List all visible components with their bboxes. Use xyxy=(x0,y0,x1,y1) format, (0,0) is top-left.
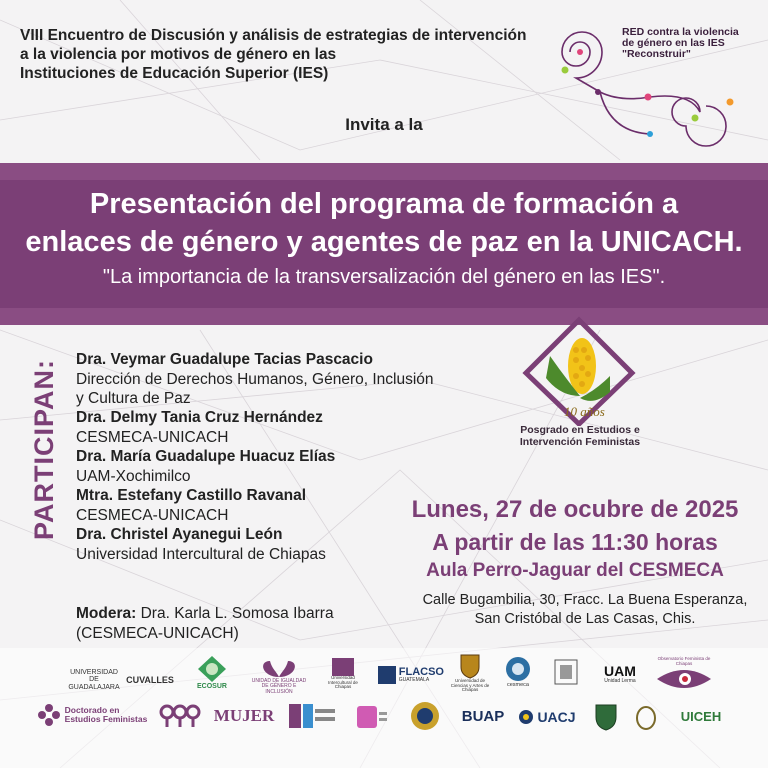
cuvalles-text: CUVALLES xyxy=(126,675,174,686)
red-logo-line-2: de género en las IES xyxy=(622,37,725,49)
uacj-logo xyxy=(516,706,578,728)
unicach-shield-icon xyxy=(459,653,481,679)
header-line-3: Instituciones de Educación Superior (IES) xyxy=(20,65,329,82)
event-time: A partir de las 11:30 horas xyxy=(432,529,718,555)
unam-logo xyxy=(404,698,446,734)
unidad-genero-logo xyxy=(250,656,308,696)
flacso-logo xyxy=(378,662,444,688)
seal-icon xyxy=(553,658,579,686)
posgrado-line-2: Intervención Feministas xyxy=(519,436,641,448)
posgrado-feminist-logo xyxy=(520,316,638,426)
invita-label: Invita a la xyxy=(345,115,423,134)
event-date: Lunes, 27 de ocubre de 2025 xyxy=(411,496,739,523)
participant-affiliation: CESMECA-UNICACH xyxy=(76,507,229,524)
address-line-2: San Cristóbal de Las Casas, Chis. xyxy=(474,611,696,627)
red-logo-caption xyxy=(622,27,762,60)
banner-subtitle: "La importancia de la transversalización del género en las IES". xyxy=(102,266,666,288)
cuvalles-logo xyxy=(124,674,176,688)
moderator xyxy=(76,604,396,644)
doctorado-line-2: Estudios Feministas xyxy=(64,714,148,724)
banner-title-line-1: Presentación del programa de formación a xyxy=(89,188,679,220)
event-address xyxy=(400,591,768,629)
doctorado-line-1: Doctorado en xyxy=(64,705,120,716)
venus-icon xyxy=(157,703,203,729)
flacso-icon xyxy=(378,666,396,684)
banner-title-line-2: enlaces de género y agentes de paz en la UNICACH. xyxy=(25,226,743,258)
header-line-2: a la violencia por motivos de género en las xyxy=(20,46,337,63)
ecosur-logo xyxy=(192,652,232,694)
mujer-logo xyxy=(213,700,275,732)
moderator-affiliation: (CESMECA-UNICACH) xyxy=(76,625,239,642)
uiceh-text: UICEH xyxy=(680,709,722,725)
ddu-icon xyxy=(288,703,338,729)
uacj-icon xyxy=(518,709,534,725)
event-series-title xyxy=(20,26,540,83)
participant xyxy=(76,350,496,408)
ucol-icon xyxy=(635,705,657,731)
unam-shield-icon xyxy=(409,700,441,732)
participant xyxy=(76,408,496,447)
buap-logo xyxy=(458,708,508,726)
uam-text: UAM xyxy=(604,663,636,680)
participant xyxy=(76,447,496,486)
buap-text: BUAP xyxy=(461,708,505,726)
cesmeca-text: cesmeca xyxy=(506,682,529,689)
unicach-text: Universidad de Ciencias y Artes de Chiapas xyxy=(450,677,490,693)
red-logo-line-1: RED contra la violencia xyxy=(622,26,739,38)
ucol-logo xyxy=(628,702,664,734)
cesmeca-icon xyxy=(504,655,532,683)
address-line-1: Calle Bugambilia, 30, Fracc. La Buena Esperanza, xyxy=(422,592,748,608)
shield-icon xyxy=(594,703,618,731)
participan-label: PARTICIPAN: xyxy=(29,359,59,540)
pink-icon xyxy=(355,704,389,730)
flower-icon xyxy=(256,657,302,679)
observatorio-text: Observatorio Feminista de Chiapas xyxy=(657,656,711,666)
moderator-name: Dra. Karla L. Somosa Ibarra xyxy=(140,605,334,622)
header-line-1: VIII Encuentro de Discusión y análisis de estrategias de intervención xyxy=(20,27,527,44)
participant-name: Dra. Veymar Guadalupe Tacias Pascacio xyxy=(76,351,373,368)
eye-icon xyxy=(655,667,713,691)
moderator-label: Modera: xyxy=(76,605,137,622)
observatorio-logo xyxy=(652,656,716,692)
posgrado-caption xyxy=(500,424,660,448)
uam-logo xyxy=(598,656,642,692)
unich-text: Universidad Intercultural de Chiapas xyxy=(328,674,358,690)
uacj-text: UACJ xyxy=(537,708,576,725)
participant-affiliation: CESMECA-UNICACH xyxy=(76,429,229,446)
unidad-genero-text: UNIDAD DE IGUALDAD DE GÉNERO E INCLUSIÓN xyxy=(251,678,307,695)
unicach-logo xyxy=(450,652,490,694)
participant-name: Mtra. Estefany Castillo Ravanal xyxy=(76,487,306,504)
sponsor-logos xyxy=(0,648,768,768)
title-banner xyxy=(0,163,768,325)
participant-name: Dra. Delmy Tania Cruz Hernández xyxy=(76,409,323,426)
participant-affiliation: Universidad Intercultural de Chiapas xyxy=(76,546,326,563)
udg-text: UNIVERSIDAD DE GUADALAJARA xyxy=(68,668,120,691)
participant-affiliation: UAM-Xochimilco xyxy=(76,468,191,485)
participant-name: Dra. Christel Ayanegui León xyxy=(76,526,283,543)
flacso-text: FLACSO xyxy=(398,665,444,678)
participant-affiliation: Dirección de Derechos Humanos, Género, Inclusión xyxy=(76,371,434,388)
ecosur-icon xyxy=(197,655,227,683)
shield-logo xyxy=(590,702,622,732)
red-logo-line-3: "Reconstruir" xyxy=(622,48,691,60)
udg-logo xyxy=(66,670,122,690)
doctorado-icon xyxy=(37,703,61,727)
uam-sub: Unidad Lerma xyxy=(604,677,636,684)
unich-logo xyxy=(326,656,360,692)
seal-logo xyxy=(550,656,582,688)
ecosur-text: ECOSUR xyxy=(197,683,227,691)
flacso-sub: GUATEMALA xyxy=(398,677,430,684)
mujer-text: MUJER xyxy=(213,706,275,726)
uiceh-logo xyxy=(670,706,732,728)
ddu-logo xyxy=(284,700,342,732)
unich-icon xyxy=(332,658,354,676)
mujeres-symbol-logo xyxy=(156,700,204,732)
doctorado-logo xyxy=(36,700,148,730)
posgrado-years: 10 años xyxy=(564,404,605,419)
cesmeca-logo xyxy=(500,652,536,692)
participant-name: Dra. María Guadalupe Huacuz Elías xyxy=(76,448,336,465)
participant-affiliation: y Cultura de Paz xyxy=(76,390,191,407)
pink-logo xyxy=(352,702,392,732)
posgrado-line-1: Posgrado en Estudios e xyxy=(520,424,640,436)
event-place: Aula Perro-Jaguar del CESMECA xyxy=(426,560,724,581)
